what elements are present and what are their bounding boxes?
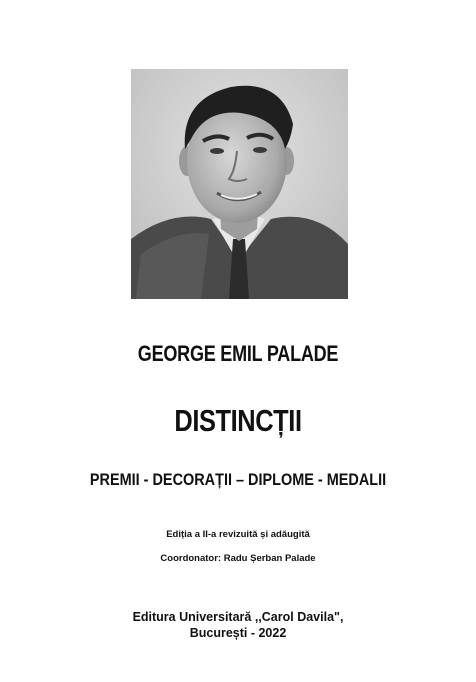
edition-note: Ediția a II-a revizuită și adăugită — [166, 529, 310, 540]
coordinator-credit: Coordonator: Radu Șerban Palade — [160, 553, 316, 564]
publication-place-year: București - 2022 — [189, 626, 287, 640]
author-portrait-photo — [131, 69, 348, 299]
book-subtitle: PREMII - DECORAȚII – DIPLOME - MEDALII — [89, 470, 387, 489]
book-title: DISTINCȚII — [174, 403, 302, 438]
author-name: GEORGE EMIL PALADE — [137, 341, 339, 366]
publisher-name: Editura Universitară ,,Carol Davila", — [132, 610, 344, 624]
